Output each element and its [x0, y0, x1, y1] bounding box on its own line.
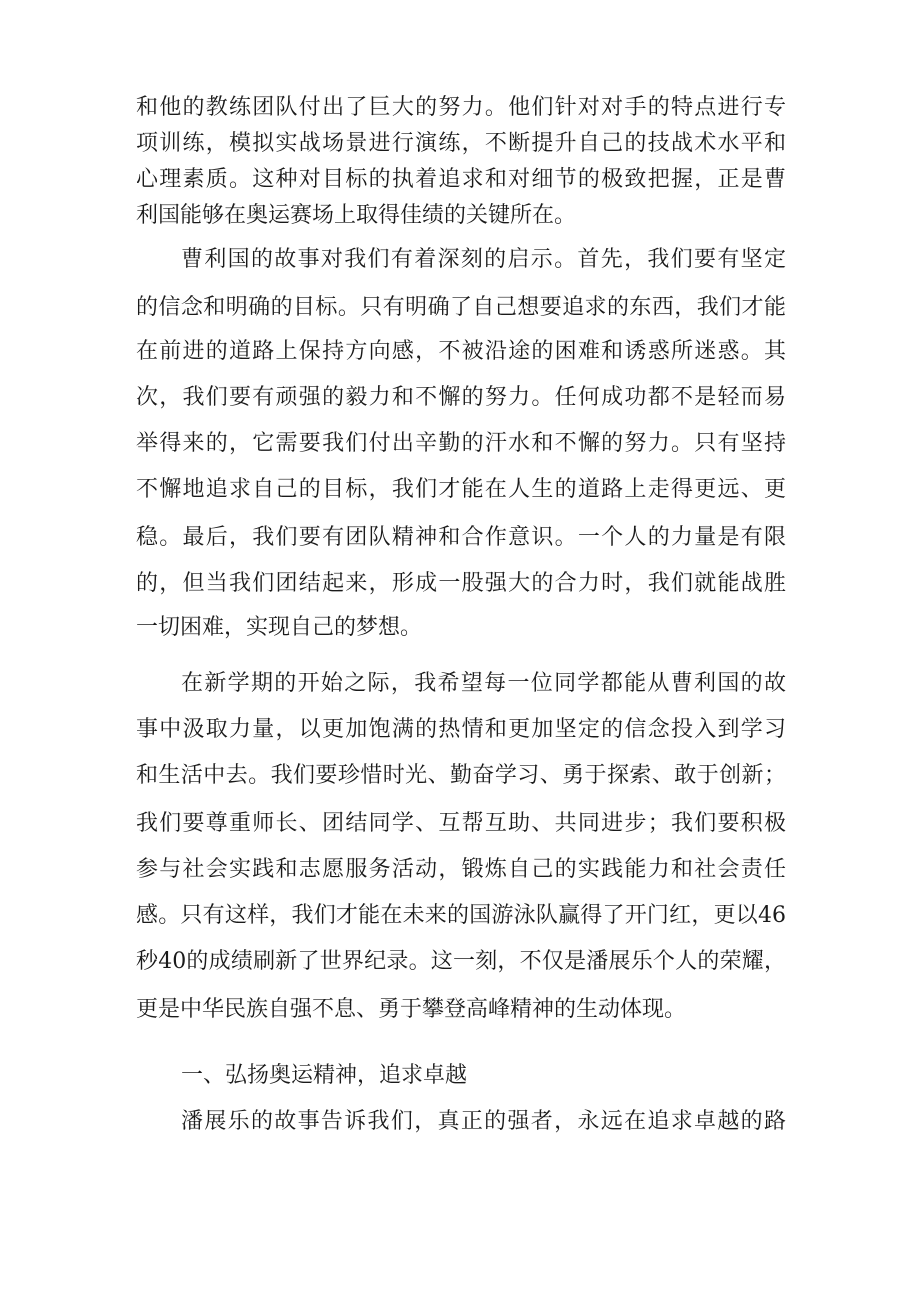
paragraph-2-line-5: 举得来的，它需要我们付出辛勤的汗水和不懈的努力。只有坚持: [136, 431, 786, 456]
paragraph-3-line-4: 我们要尊重师长、团结同学、互帮互助、共同进步；我们要积极: [136, 811, 786, 836]
paragraph-3-line-1: 在新学期的开始之际，我希望每一位同学都能从曹利国的故: [181, 671, 786, 696]
paragraph-2-line-9: 一切困难，实现自己的梦想。: [136, 615, 423, 640]
section-heading: 一、弘扬奥运精神，追求卓越: [181, 1063, 468, 1088]
paragraph-3-line-3: 和生活中去。我们要珍惜时光、勤奋学习、勇于探索、敢于创新；: [136, 763, 786, 788]
paragraph-2-line-7: 稳。最后，我们要有团队精神和合作意识。一个人的力量是有限: [136, 525, 786, 550]
paragraph-4-line-1: 潘展乐的故事告诉我们，真正的强者，永远在追求卓越的路: [181, 1109, 786, 1134]
paragraph-3-line-5: 参与社会实践和志愿服务活动，锻炼自己的实践能力和社会责任: [136, 857, 786, 882]
paragraph-3-line-2: 事中汲取力量，以更加饱满的热情和更加坚定的信念投入到学习: [136, 717, 786, 742]
paragraph-2-line-6: 不懈地追求自己的目标，我们才能在人生的道路上走得更远、更: [136, 477, 786, 502]
paragraph-3-line-8: 更是中华民族自强不息、勇于攀登高峰精神的生动体现。: [136, 997, 687, 1022]
paragraph-1-line-4: 利国能够在奥运赛场上取得佳绩的关键所在。: [136, 203, 577, 228]
paragraph-3-line-7: 秒40的成绩刷新了世界纪录。这一刻，不仅是潘展乐个人的荣耀，: [136, 949, 786, 974]
paragraph-2-line-1: 曹利国的故事对我们有着深刻的启示。首先，我们要有坚定: [181, 247, 786, 272]
paragraph-2-line-4: 次，我们要有顽强的毅力和不懈的努力。任何成功都不是轻而易: [136, 385, 786, 410]
paragraph-2-line-3: 在前进的道路上保持方向感，不被沿途的困难和诱惑所迷惑。其: [136, 339, 786, 364]
paragraph-1-line-3: 心理素质。这种对目标的执着追求和对细节的极致把握，正是曹: [136, 167, 786, 192]
paragraph-1-line-1: 和他的教练团队付出了巨大的努力。他们针对对手的特点进行专: [136, 95, 786, 120]
paragraph-2-line-2: 的信念和明确的目标。只有明确了自己想要追求的东西，我们才能: [136, 295, 786, 320]
paragraph-1-line-2: 项训练，模拟实战场景进行演练，不断提升自己的技战术水平和: [136, 131, 786, 156]
paragraph-3-line-6: 感。只有这样，我们才能在未来的国游泳队赢得了开门红，更以46: [136, 903, 786, 928]
paragraph-2-line-8: 的，但当我们团结起来，形成一股强大的合力时，我们就能战胜: [136, 571, 786, 596]
